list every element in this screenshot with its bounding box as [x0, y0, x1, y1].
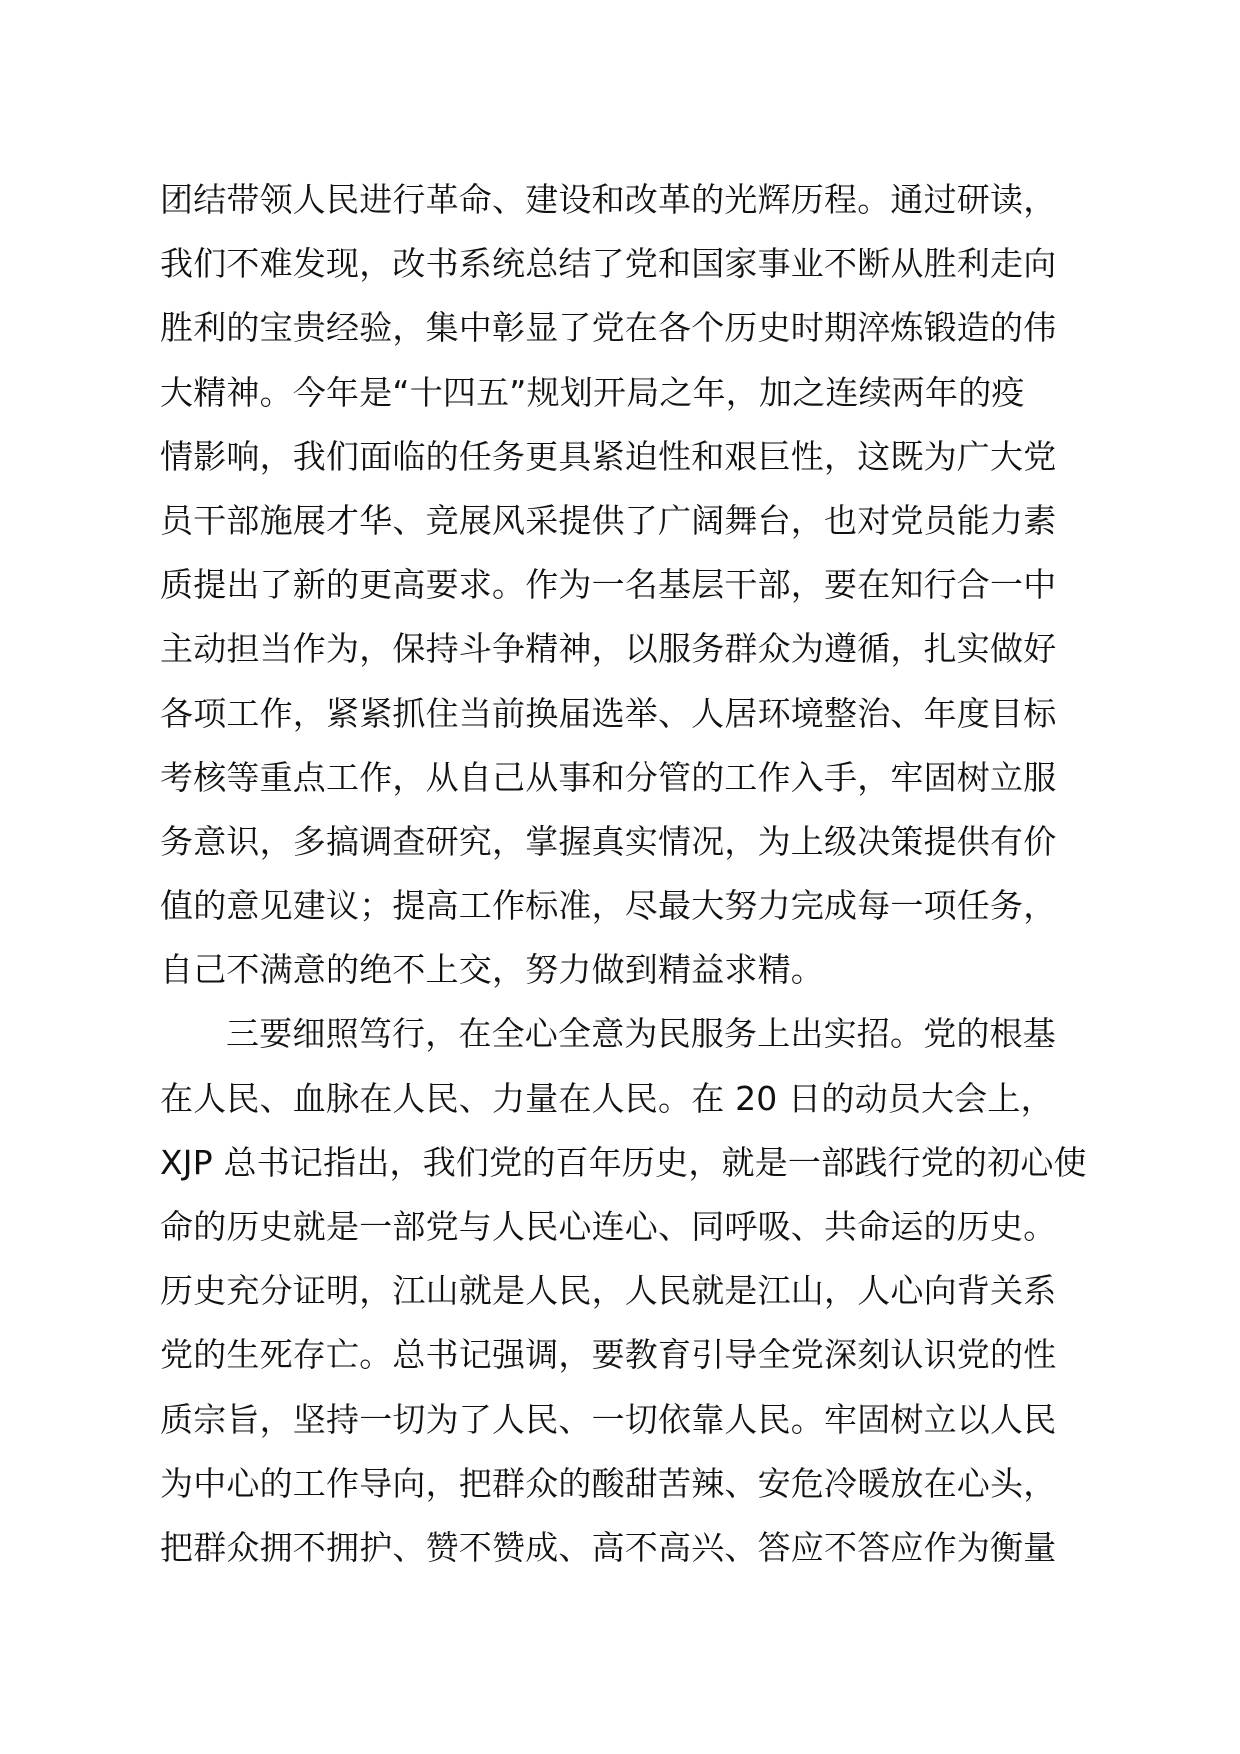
- text-line: 情影响，我们面临的任务更具紧迫性和艰巨性，这既为广大党: [160, 436, 1057, 476]
- text-line: 质提出了新的更高要求。作为一名基层干部，要在知行合一中: [160, 565, 1057, 605]
- text-line: 为中心的工作导向，把群众的酸甜苦辣、安危冷暖放在心头，: [160, 1463, 1057, 1503]
- text-line: 值的意见建议；提高工作标准，尽最大努力完成每一项任务，: [160, 886, 1057, 926]
- text-line: XJP 总书记指出，我们党的百年历史，就是一部践行党的初心使: [160, 1142, 1087, 1182]
- text-line: 团结带领人民进行革命、建设和改革的光辉历程。通过研读，: [160, 180, 1057, 219]
- body-text: [160, 168, 1120, 1580]
- text-line: 大精神。今年是“十四五”规划开局之年，加之连续两年的疫: [160, 372, 1025, 412]
- text-line: 员干部施展才华、竞展风采提供了广阔舞台，也对党员能力素: [160, 500, 1057, 540]
- text-line: 胜利的宝贵经验，集中彰显了党在各个历史时期淬炼锻造的伟: [160, 308, 1057, 348]
- text-line: 自己不满意的绝不上交，努力做到精益求精。: [160, 950, 824, 990]
- text-line: 历史充分证明，江山就是人民，人民就是江山，人心向背关系: [160, 1271, 1057, 1311]
- text-line: 我们不难发现，改书系统总结了党和国家事业不断从胜利走向: [160, 244, 1057, 284]
- text-line: 在人民、血脉在人民、力量在人民。在 20 日的动员大会上，: [160, 1078, 1054, 1118]
- text-line: 务意识，多搞调查研究，掌握真实情况，为上级决策提供有价: [160, 821, 1057, 861]
- text-line: 考核等重点工作，从自己从事和分管的工作入手，牢固树立服: [160, 757, 1057, 797]
- paragraph-start-line: 三要细照笃行，在全心全意为民服务上出实招。党的根基: [226, 1014, 1056, 1054]
- text-line: 各项工作，紧紧抓住当前换届选举、人居环境整治、年度目标: [160, 693, 1057, 733]
- text-line: 主动担当作为，保持斗争精神，以服务群众为遵循，扎实做好: [160, 629, 1057, 669]
- text-line: 把群众拥不拥护、赞不赞成、高不高兴、答应不答应作为衡量: [160, 1527, 1057, 1567]
- text-line: 党的生死存亡。总书记强调，要教育引导全党深刻认识党的性: [160, 1335, 1057, 1375]
- text-line: 质宗旨，坚持一切为了人民、一切依靠人民。牢固树立以人民: [160, 1399, 1057, 1439]
- text-line: 命的历史就是一部党与人民心连心、同呼吸、共命运的历史。: [160, 1207, 1057, 1246]
